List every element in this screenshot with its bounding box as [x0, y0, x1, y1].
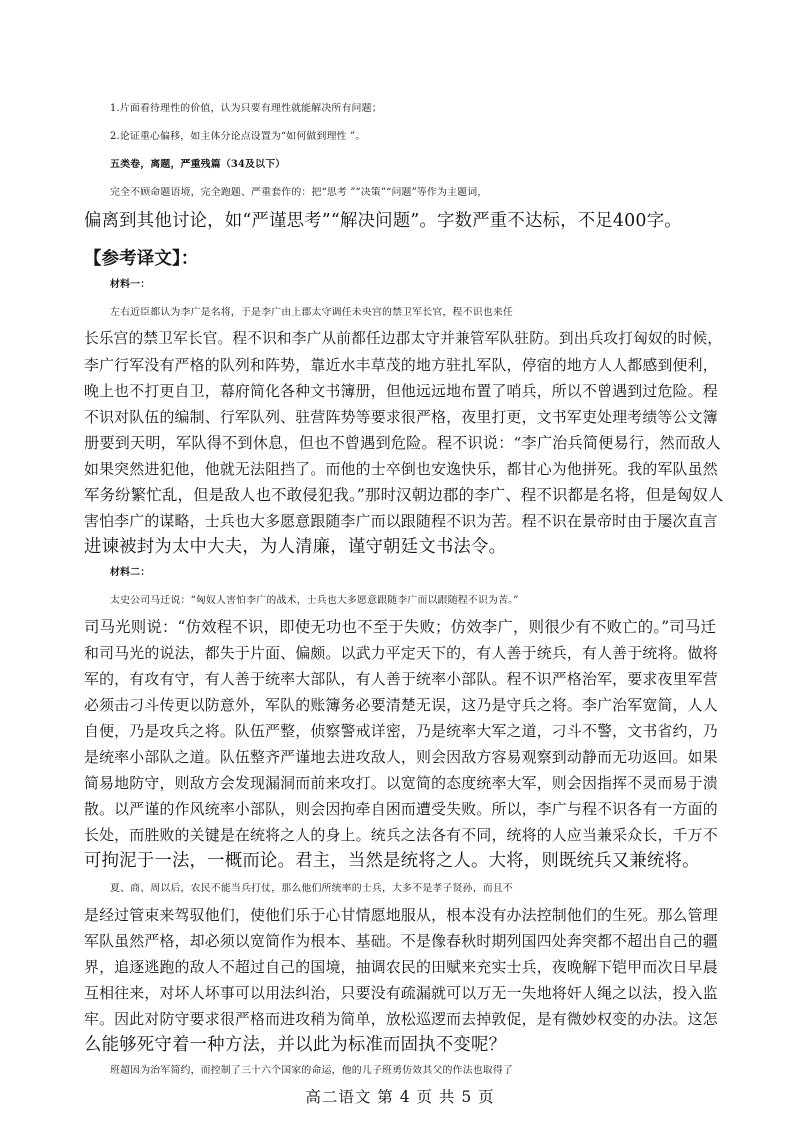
material-1-line: 进谏被封为太中大夫，为人清廉，谨守朝廷文书法令。 [84, 537, 507, 557]
paragraph-line: 牢。因此对防守要求很严格而进攻稍为简单，放松巡逻而去掉敦促，是有微妙权变的办法。这怎 [84, 1010, 718, 1028]
material-2-line: 和司马光的说法，都失于片面、偏颇。以武力平定天下的，有人善于统兵，有人善于统将。做将 [84, 644, 718, 662]
rubric-text-line: 偏离到其他讨论，如“严谨思考”“解决问题”。字数严重不达标，不足400字。 [84, 211, 682, 231]
material-2-line: 简易地防守，则敌方会发现漏洞而前来攻打。以宽简的态度统率大军，则会因指挥不灵而易于溃 [84, 774, 718, 792]
material-2-line: 司马光则说：“仿效程不识，即使无功也不至于失败；仿效李广，则很少有不败亡的。”司马迁 [84, 618, 717, 636]
material-2-line: 必须击刁斗传更以防意外，军队的账簿务必要清楚无误，这乃是守兵之将。李广治军宽简，人人 [84, 696, 718, 714]
rubric-text-line: 完全不顾命题语境，完全跑题、严重套作的：把“思考 ”“决策”“问题”等作为主题词， [110, 187, 488, 198]
material-2-line: 军的，有攻有守，有人善于统率大部队，有人善于统率小部队。程不识严格治军，要求夜里军营 [84, 670, 718, 688]
material-2-line: 散。以严谨的作风统率小部队，则会因拘牵自困而遭受失败。所以，李广与程不识各有一方面的 [84, 800, 718, 818]
material-1-line: 长乐宫的禁卫军长官。程不识和李广从前都任边郡太守并兼管军队驻防。到出兵攻打匈奴的时候， [84, 330, 723, 347]
material-1-line: 不识对队伍的编制、行军队列、驻营阵势等要求很严格，夜里打更，文书军吏处理考绩等公文簿 [84, 408, 718, 426]
material-1-line: 左右近臣都认为李广是名将，于是李广由上郡太守调任未央宫的禁卫军长官，程不识也来任 [110, 307, 514, 318]
material-1-line: 晚上也不打更自卫，幕府简化各种文书簿册，但他远远地布置了哨兵，所以不曾遇到过危险。程 [84, 382, 718, 400]
material-1-line: 李广行军没有严格的队列和阵势，靠近水丰草茂的地方驻扎军队，停宿的地方人人都感到便利， [84, 356, 718, 374]
paragraph-line: 军队虽然严格，却必须以宽简作为根本、基础。不是像春秋时期列国四处奔突都不超出自己的疆 [84, 932, 718, 950]
material-1-title: 材料一： [110, 279, 151, 290]
rubric-item-1: 1.片面看待理性的价值，认为只要有理性就能解决所有问题； [110, 103, 382, 114]
paragraph-line: 班超因为治军简约，而控制了三十六个国家的命运，他的儿子班勇仿效其父的作法也取得了 [110, 1065, 514, 1076]
paragraph-line: 是经过管束来驾驭他们，使他们乐于心甘情愿地服从，根本没有办法控制他们的生死。那么管理 [84, 906, 718, 924]
reference-translation-title: 【参考译文】： [84, 249, 199, 269]
paragraph-line: 么能够死守着一种方法，并以此为标准而固执不变呢？ [84, 1035, 507, 1055]
material-1-line: 如果突然进犯他，他就无法阻挡了。而他的士卒倒也安逸快乐，都甘心为他拼死。我的军队虽然 [84, 460, 718, 478]
material-1-line: 害怕李广的谋略，士兵也大多愿意跟随李广而以跟随程不识为苦。程不识在景帝时由于屡次直言 [84, 512, 718, 530]
material-2-line: 长处，而胜败的关键是在统将之人的身上。统兵之法各有不同，统将的人应当兼采众长，千万不 [84, 826, 718, 844]
material-2-line: 是统率小部队之道。队伍整齐严谨地去进攻敌人，则会因敌方容易观察到动静而无功返回。如果 [84, 748, 718, 766]
material-1-line: 军务纷繁忙乱，但是敌人也不敢侵犯我。”那时汉朝边郡的李广、程不识都是名将，但是匈奴人 [84, 486, 724, 504]
material-1-line: 册要到天明，军队得不到休息，但也不曾遇到危险。程不识说：“李广治兵简便易行，然而敌人 [84, 434, 721, 452]
rubric-item-2: 2.论证重心偏移，如主体分论点设置为“如何做到理性 ”。 [110, 131, 366, 142]
paragraph-line: 界，追逐逃跑的敌人不超过自己的国境，抽调农民的田赋来充实士兵，夜晚解下铠甲而次日早晨 [84, 958, 718, 976]
material-2-title: 材料二： [110, 567, 151, 578]
paragraph-line: 夏、商、周以后，农民不能当兵打仗，那么他们所统率的士兵，大多不是孝子贤孙，而且不 [110, 883, 514, 894]
paragraph-line: 互相往来，对坏人坏事可以用法纠治，只要没有疏漏就可以万无一失地将奸人绳之以法，投入监 [84, 984, 718, 1002]
page-footer: 高二语文 第 4 页 共 5 页 [305, 1088, 495, 1106]
rubric-heading-level-5: 五类卷，离题，严重残篇（34及以下） [110, 159, 286, 170]
material-2-line: 自便，乃是攻兵之将。队伍严整，侦察警戒详密，乃是统率大军之道，刁斗不警，文书省约，乃 [84, 722, 718, 740]
material-2-line: 可拘泥于一法，一概而论。君主，当然是统将之人。大将，则既统兵又兼统将。 [84, 851, 700, 871]
material-2-line: 太史公司马迁说：“匈奴人害怕李广的战术，士兵也大多愿意跟随李广而以跟随程不识为苦。” [110, 595, 519, 606]
